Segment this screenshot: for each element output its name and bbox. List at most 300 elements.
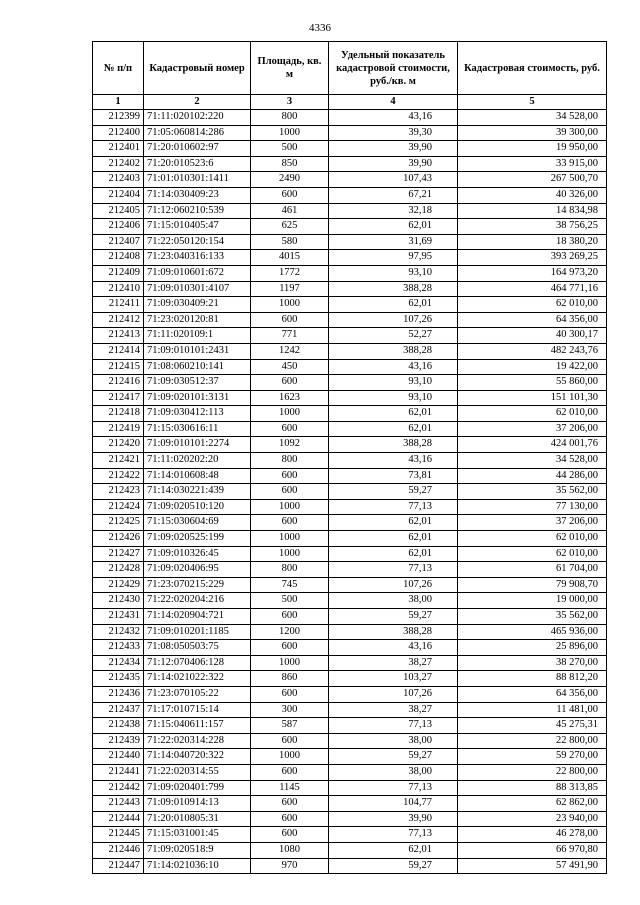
unit-value-cell: 59,27 [329,749,458,765]
cadastral-value-cell: 464 771,16 [458,281,607,297]
table-row [93,811,607,827]
row-number-cell: 212415 [93,359,144,375]
cadastral-number-cell: 71:15:030616:11 [144,421,251,437]
table-row [93,406,607,422]
table-row [93,328,607,344]
area-cell: 600 [251,187,329,203]
area-cell: 1000 [251,406,329,422]
cadastral-number-cell: 71:09:010914:13 [144,796,251,812]
row-number-cell: 212400 [93,125,144,141]
unit-value-cell: 59,27 [329,484,458,500]
row-number-cell: 212405 [93,203,144,219]
row-number-cell: 212429 [93,577,144,593]
table-row [93,515,607,531]
area-cell: 745 [251,577,329,593]
cadastral-value-cell: 14 834,98 [458,203,607,219]
unit-value-cell: 62,01 [329,297,458,313]
unit-value-cell: 93,10 [329,375,458,391]
row-number-cell: 212416 [93,375,144,391]
cadastral-number-cell: 71:09:010201:1185 [144,624,251,640]
area-cell: 4015 [251,250,329,266]
table-row [93,671,607,687]
cadastral-value-cell: 424 001,76 [458,437,607,453]
unit-value-cell: 38,27 [329,702,458,718]
cadastral-value-cell: 79 908,70 [458,577,607,593]
unit-value-cell: 107,26 [329,686,458,702]
area-cell: 600 [251,827,329,843]
table-row [93,219,607,235]
area-cell: 600 [251,375,329,391]
unit-value-cell: 31,69 [329,234,458,250]
table-row [93,125,607,141]
table-row [93,796,607,812]
area-cell: 500 [251,141,329,157]
cadastral-value-cell: 35 562,00 [458,484,607,500]
cadastral-number-cell: 71:23:020120:81 [144,312,251,328]
row-number-cell: 212431 [93,609,144,625]
table-row [93,764,607,780]
area-cell: 850 [251,156,329,172]
area-cell: 860 [251,671,329,687]
area-cell: 600 [251,811,329,827]
cadastral-number-cell: 71:15:031001:45 [144,827,251,843]
table-row [93,390,607,406]
row-number-cell: 212412 [93,312,144,328]
table-row [93,531,607,547]
row-number-cell: 212425 [93,515,144,531]
row-number-cell: 212439 [93,733,144,749]
area-cell: 600 [251,686,329,702]
cadastral-number-cell: 71:20:010523:6 [144,156,251,172]
cadastral-value-cell: 465 936,00 [458,624,607,640]
cadastral-value-cell: 40 300,17 [458,328,607,344]
table-row [93,702,607,718]
table-row [93,421,607,437]
cadastral-value-cell: 39 300,00 [458,125,607,141]
row-number-cell: 212407 [93,234,144,250]
area-cell: 1000 [251,531,329,547]
unit-value-cell: 93,10 [329,390,458,406]
cadastral-value-cell: 55 860,00 [458,375,607,391]
cadastral-value-cell: 62 010,00 [458,406,607,422]
row-number-cell: 212403 [93,172,144,188]
cadastral-value-cell: 151 101,30 [458,390,607,406]
cadastral-value-cell: 44 286,00 [458,468,607,484]
unit-value-cell: 103,27 [329,671,458,687]
cadastral-number-cell: 71:11:020202:20 [144,453,251,469]
row-number-cell: 212421 [93,453,144,469]
column-number: 1 [93,95,144,110]
unit-value-cell: 62,01 [329,219,458,235]
unit-value-cell: 67,21 [329,187,458,203]
table-row [93,187,607,203]
area-cell: 771 [251,328,329,344]
unit-value-cell: 59,27 [329,609,458,625]
cadastral-number-cell: 71:11:020102:220 [144,110,251,126]
row-number-cell: 212436 [93,686,144,702]
area-cell: 970 [251,858,329,874]
row-number-cell: 212433 [93,640,144,656]
row-number-cell: 212427 [93,546,144,562]
unit-value-cell: 43,16 [329,640,458,656]
table-body [93,110,607,874]
table-row [93,453,607,469]
table-row [93,562,607,578]
column-number: 5 [458,95,607,110]
cadastral-value-cell: 88 812,20 [458,671,607,687]
table-row [93,141,607,157]
cadastral-number-cell: 71:23:070105:22 [144,686,251,702]
unit-value-cell: 39,90 [329,156,458,172]
cadastral-value-cell: 62 862,00 [458,796,607,812]
header-row-number: № п/п [93,42,144,95]
cadastral-number-cell: 71:09:010101:2431 [144,343,251,359]
area-cell: 625 [251,219,329,235]
table-row [93,718,607,734]
table-row [93,468,607,484]
cadastral-value-cell: 19 950,00 [458,141,607,157]
area-cell: 600 [251,609,329,625]
unit-value-cell: 59,27 [329,858,458,874]
row-number-cell: 212445 [93,827,144,843]
unit-value-cell: 62,01 [329,842,458,858]
unit-value-cell: 62,01 [329,531,458,547]
unit-value-cell: 62,01 [329,421,458,437]
table-row [93,827,607,843]
cadastral-value-cell: 23 940,00 [458,811,607,827]
cadastral-value-cell: 22 800,00 [458,764,607,780]
header-cadastral-number: Кадастровый номер [144,42,251,95]
cadastral-value-cell: 38 270,00 [458,655,607,671]
cadastral-value-cell: 45 275,31 [458,718,607,734]
table-row [93,281,607,297]
row-number-cell: 212430 [93,593,144,609]
table-row [93,484,607,500]
page-number: 4336 [309,22,331,34]
area-cell: 1000 [251,546,329,562]
row-number-cell: 212410 [93,281,144,297]
unit-value-cell: 388,28 [329,343,458,359]
table-row [93,842,607,858]
cadastral-number-cell: 71:09:010601:672 [144,265,251,281]
row-number-cell: 212401 [93,141,144,157]
area-cell: 461 [251,203,329,219]
cadastral-value-cell: 19 422,00 [458,359,607,375]
cadastral-number-cell: 71:23:040316:133 [144,250,251,266]
area-cell: 600 [251,796,329,812]
unit-value-cell: 77,13 [329,827,458,843]
cadastral-number-cell: 71:09:030412:113 [144,406,251,422]
row-number-cell: 212441 [93,764,144,780]
cadastral-value-cell: 37 206,00 [458,515,607,531]
cadastral-number-cell: 71:09:020401:799 [144,780,251,796]
cadastral-value-cell: 35 562,00 [458,609,607,625]
unit-value-cell: 39,90 [329,811,458,827]
area-cell: 500 [251,593,329,609]
row-number-cell: 212417 [93,390,144,406]
area-cell: 1242 [251,343,329,359]
unit-value-cell: 62,01 [329,546,458,562]
cadastral-value-cell: 25 896,00 [458,640,607,656]
cadastral-value-cell: 62 010,00 [458,546,607,562]
cadastral-number-cell: 71:17:010715:14 [144,702,251,718]
cadastral-number-cell: 71:15:030604:69 [144,515,251,531]
table-row [93,172,607,188]
row-number-cell: 212446 [93,842,144,858]
area-cell: 600 [251,733,329,749]
unit-value-cell: 388,28 [329,624,458,640]
cadastral-number-cell: 71:20:010805:31 [144,811,251,827]
unit-value-cell: 62,01 [329,515,458,531]
cadastral-value-cell: 37 206,00 [458,421,607,437]
row-number-cell: 212447 [93,858,144,874]
column-number-row [93,95,607,110]
unit-value-cell: 38,27 [329,655,458,671]
cadastral-number-cell: 71:14:021022:322 [144,671,251,687]
cadastral-value-cell: 46 278,00 [458,827,607,843]
area-cell: 1623 [251,390,329,406]
area-cell: 1000 [251,297,329,313]
unit-value-cell: 73,81 [329,468,458,484]
cadastral-value-cell: 40 326,00 [458,187,607,203]
unit-value-cell: 39,30 [329,125,458,141]
cadastral-number-cell: 71:09:010326:45 [144,546,251,562]
cadastral-number-cell: 71:11:020109:1 [144,328,251,344]
area-cell: 1772 [251,265,329,281]
cadastral-number-cell: 71:14:030221:439 [144,484,251,500]
unit-value-cell: 39,90 [329,141,458,157]
table-row [93,359,607,375]
cadastral-value-cell: 88 313,85 [458,780,607,796]
row-number-cell: 212440 [93,749,144,765]
row-number-cell: 212428 [93,562,144,578]
row-number-cell: 212438 [93,718,144,734]
table-row [93,234,607,250]
cadastral-value-cell: 11 481,00 [458,702,607,718]
row-number-cell: 212404 [93,187,144,203]
unit-value-cell: 388,28 [329,437,458,453]
area-cell: 800 [251,562,329,578]
row-number-cell: 212442 [93,780,144,796]
row-number-cell: 212399 [93,110,144,126]
cadastral-value-cell: 57 491,90 [458,858,607,874]
cadastral-number-cell: 71:09:020518:9 [144,842,251,858]
table-row [93,265,607,281]
column-number: 2 [144,95,251,110]
table-row [93,733,607,749]
cadastral-number-cell: 71:09:020510:120 [144,499,251,515]
cadastral-number-cell: 71:01:010301:1411 [144,172,251,188]
row-number-cell: 212423 [93,484,144,500]
area-cell: 600 [251,515,329,531]
row-number-cell: 212443 [93,796,144,812]
row-number-cell: 212444 [93,811,144,827]
row-number-cell: 212414 [93,343,144,359]
unit-value-cell: 38,00 [329,733,458,749]
unit-value-cell: 104,77 [329,796,458,812]
area-cell: 1000 [251,125,329,141]
cadastral-value-cell: 482 243,76 [458,343,607,359]
unit-value-cell: 52,27 [329,328,458,344]
row-number-cell: 212420 [93,437,144,453]
table-row [93,546,607,562]
table-row [93,499,607,515]
unit-value-cell: 32,18 [329,203,458,219]
area-cell: 300 [251,702,329,718]
cadastral-value-cell: 34 528,00 [458,110,607,126]
row-number-cell: 212408 [93,250,144,266]
cadastral-value-cell: 18 380,20 [458,234,607,250]
unit-value-cell: 38,00 [329,593,458,609]
cadastral-number-cell: 71:12:060210:539 [144,203,251,219]
table-row [93,577,607,593]
area-cell: 1000 [251,655,329,671]
cadastral-value-cell: 61 704,00 [458,562,607,578]
area-cell: 1145 [251,780,329,796]
table-row [93,686,607,702]
row-number-cell: 212424 [93,499,144,515]
table-row [93,250,607,266]
header-cadastral-value: Кадастровая стоимость, руб. [458,42,607,95]
cadastral-number-cell: 71:14:010608:48 [144,468,251,484]
cadastral-number-cell: 71:09:020525:199 [144,531,251,547]
cadastral-number-cell: 71:15:010405:47 [144,219,251,235]
area-cell: 800 [251,110,329,126]
unit-value-cell: 77,13 [329,780,458,796]
column-number: 4 [329,95,458,110]
header-area: Площадь, кв. м [251,42,329,95]
cadastral-number-cell: 71:23:070215:229 [144,577,251,593]
table-row [93,297,607,313]
table-row [93,749,607,765]
unit-value-cell: 107,26 [329,312,458,328]
unit-value-cell: 97,95 [329,250,458,266]
table-row [93,593,607,609]
table-row [93,780,607,796]
cadastral-number-cell: 71:09:030409:21 [144,297,251,313]
cadastral-value-cell: 64 356,00 [458,312,607,328]
row-number-cell: 212435 [93,671,144,687]
cadastral-value-cell: 64 356,00 [458,686,607,702]
unit-value-cell: 77,13 [329,562,458,578]
row-number-cell: 212413 [93,328,144,344]
row-number-cell: 212418 [93,406,144,422]
unit-value-cell: 77,13 [329,499,458,515]
row-number-cell: 212434 [93,655,144,671]
cadastral-number-cell: 71:14:040720:322 [144,749,251,765]
cadastral-value-cell: 19 000,00 [458,593,607,609]
cadastral-number-cell: 71:14:021036:10 [144,858,251,874]
table-row [93,375,607,391]
header-unit-value: Удельный показатель кадастровой стоимости, руб./кв. м [329,42,458,95]
row-number-cell: 212409 [93,265,144,281]
cadastral-number-cell: 71:22:020204:216 [144,593,251,609]
area-cell: 1200 [251,624,329,640]
cadastral-value-cell: 62 010,00 [458,297,607,313]
cadastral-number-cell: 71:08:050503:75 [144,640,251,656]
column-number: 3 [251,95,329,110]
unit-value-cell: 93,10 [329,265,458,281]
area-cell: 580 [251,234,329,250]
cadastral-value-cell: 164 973,20 [458,265,607,281]
cadastral-number-cell: 71:09:020101:3131 [144,390,251,406]
cadastral-value-cell: 33 915,00 [458,156,607,172]
row-number-cell: 212411 [93,297,144,313]
cadastral-number-cell: 71:15:040611:157 [144,718,251,734]
row-number-cell: 212402 [93,156,144,172]
row-number-cell: 212432 [93,624,144,640]
cadastral-number-cell: 71:20:010602:97 [144,141,251,157]
table-row [93,624,607,640]
area-cell: 600 [251,312,329,328]
cadastral-value-cell: 62 010,00 [458,531,607,547]
cadastral-number-cell: 71:22:020314:228 [144,733,251,749]
unit-value-cell: 77,13 [329,718,458,734]
cadastral-value-cell: 59 270,00 [458,749,607,765]
cadastral-number-cell: 71:12:070406:128 [144,655,251,671]
area-cell: 600 [251,764,329,780]
area-cell: 1197 [251,281,329,297]
table-row [93,156,607,172]
unit-value-cell: 388,28 [329,281,458,297]
area-cell: 600 [251,468,329,484]
area-cell: 1000 [251,749,329,765]
table-row [93,609,607,625]
row-number-cell: 212437 [93,702,144,718]
unit-value-cell: 43,16 [329,110,458,126]
row-number-cell: 212426 [93,531,144,547]
unit-value-cell: 43,16 [329,359,458,375]
unit-value-cell: 62,01 [329,406,458,422]
cadastral-value-cell: 66 970,80 [458,842,607,858]
row-number-cell: 212406 [93,219,144,235]
cadastral-value-cell: 34 528,00 [458,453,607,469]
cadastral-number-cell: 71:09:030512:37 [144,375,251,391]
area-cell: 600 [251,640,329,656]
table-row [93,655,607,671]
area-cell: 587 [251,718,329,734]
table-row [93,858,607,874]
table-row [93,312,607,328]
table-row [93,203,607,219]
cadastral-number-cell: 71:09:020406:95 [144,562,251,578]
cadastral-number-cell: 71:09:010101:2274 [144,437,251,453]
cadastral-value-cell: 22 800,00 [458,733,607,749]
cadastral-value-cell: 267 500,70 [458,172,607,188]
table-row [93,343,607,359]
area-cell: 2490 [251,172,329,188]
row-number-cell: 212422 [93,468,144,484]
cadastral-number-cell: 71:09:010301:4107 [144,281,251,297]
row-number-cell: 212419 [93,421,144,437]
cadastral-number-cell: 71:22:020314:55 [144,764,251,780]
unit-value-cell: 107,43 [329,172,458,188]
table-row [93,110,607,126]
unit-value-cell: 38,00 [329,764,458,780]
table-header-row [93,42,607,95]
table-row [93,640,607,656]
cadastral-value-cell: 77 130,00 [458,499,607,515]
cadastral-number-cell: 71:14:020904:721 [144,609,251,625]
cadastral-value-cell: 393 269,25 [458,250,607,266]
table-row [93,437,607,453]
area-cell: 800 [251,453,329,469]
cadastral-value-table [92,41,607,874]
area-cell: 600 [251,421,329,437]
cadastral-value-cell: 38 756,25 [458,219,607,235]
cadastral-number-cell: 71:22:050120:154 [144,234,251,250]
area-cell: 1000 [251,499,329,515]
